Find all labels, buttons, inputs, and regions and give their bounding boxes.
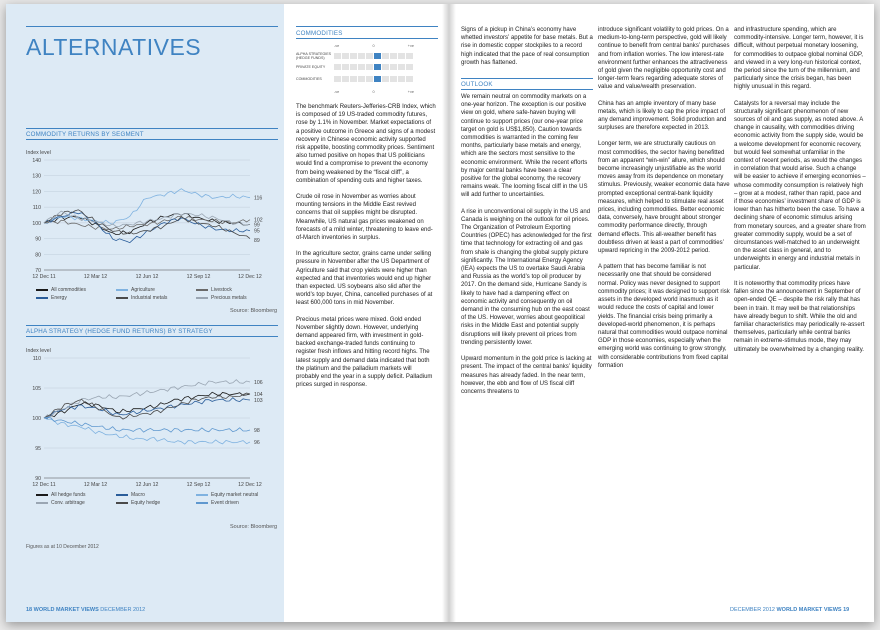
x-tick-label: 12 Mar 12 — [83, 482, 108, 488]
legend-swatch — [116, 297, 128, 298]
chart1-source: Source: Bloomberg — [230, 308, 278, 314]
series-line — [44, 210, 250, 239]
rating-cell — [358, 53, 365, 59]
outlook-title: OUTLOOK — [461, 81, 493, 88]
end-value-label: 96 — [254, 440, 260, 446]
scale-label: 0 — [372, 90, 375, 94]
legend-item — [36, 500, 85, 506]
col1-paragraph: The benchmark Reuters-Jefferies-CRB Index, which is composed of 19 US-traded commodity futures, rose by 1.1% in November. Market expectations of a positive outcome in Greece and signs of a modest recovery in Chinese economic activity supported risk appetite, boosting commodity prices. Sentiment also turned positive on hopes that US politicians would find a compromise to prevent the economy from being weakened by the “fiscal cliff”, a combination of spending cuts and higher taxes. — [296, 104, 436, 184]
rating-cell — [382, 64, 389, 70]
y-tick-label: 100 — [32, 220, 41, 227]
legend-label: Agriculture — [131, 287, 155, 293]
col2-intro — [461, 26, 593, 75]
series-line — [44, 380, 250, 418]
scale-label: -ve — [334, 44, 340, 48]
legend-swatch — [36, 494, 48, 495]
rating-cell — [342, 76, 349, 82]
x-tick-label: 12 Sep 12 — [186, 482, 211, 488]
legend-item — [196, 295, 247, 301]
scale-label: -ve — [334, 90, 340, 94]
footer-right — [730, 607, 849, 613]
footer-left-page: 18 — [26, 607, 33, 613]
col4-paragraph: Catalysts for a reversal may include the structurally significant phenomenon of new sources of oil and gas supply, as noted above. A change in causality, with commodities driving economic activity from the supply side, would be a welcome development for economic recovery, but would feel somewhat unfamiliar in the context of recent periods, as would the changes in correlation that would arise. Such a change will be easier to achieve if emerging economies – whose commodity consumption is relatively high – grow at a modest, rather than rapid, pace and if those economies’ investment share of GDP is lower than has hitherto been the case. To have a declining share of economic stimulus arising from monetary sources, and a greater share from greater commodity supply, would be a set of circumstances well-matched to an underweight on the asset class in general, and to underweights in energy and industrial metals in particular. — [734, 100, 866, 271]
legend-swatch — [116, 494, 128, 495]
series-line — [44, 213, 250, 234]
commodities-scale — [334, 90, 414, 94]
footer-right-page: 19 — [843, 607, 850, 613]
col4-paragraph: It is noteworthy that commodity prices have fallen since the announcement in September of open-ended QE – despite the risk rally that has been in train. It may well be that relationships have already begun to shift. While the old and familiar characteristics may periodically re-assert themselves, particularly while central banks remain in extreme-stimulus mode, they may ultimately be overwhelmed by a changing reality. — [734, 280, 865, 353]
col2-intro-paragraph: Signs of a pickup in China’s economy have whetted investors’ appetite for base metals. But a rise in domestic copper stockpiles to a record high indicated that the pace of real consumption growth has flattened. — [461, 27, 593, 66]
rating-cell — [406, 64, 413, 70]
rating-cell — [358, 76, 365, 82]
rating-cell — [390, 64, 397, 70]
outlook-rule-bottom — [461, 89, 593, 90]
commodities-rule — [296, 26, 438, 27]
hedge-fund-returns-chart — [26, 344, 280, 494]
end-value-label: 95 — [254, 228, 260, 235]
legend-label: Precious metals — [211, 295, 247, 301]
top-rule — [26, 26, 278, 27]
legend-item — [36, 492, 85, 498]
col2-paragraph: Upward momentum in the gold price is lacking at present. The impact of the central banks’ liquidity measures has already faded. In the near term, however, the ebb and flow of US fiscal cliff concerns threatens to — [461, 356, 592, 395]
rating-marker — [374, 53, 381, 59]
y-tick-label: 120 — [32, 189, 41, 196]
rating-cell — [342, 64, 349, 70]
rating-cell — [334, 76, 341, 82]
y-tick-label: 80 — [35, 252, 41, 259]
rating-cell — [358, 64, 365, 70]
series-line — [44, 392, 250, 418]
x-tick-label: 12 Dec 12 — [238, 482, 262, 488]
rating-cell — [398, 64, 405, 70]
legend-swatch — [196, 289, 208, 290]
rating-cell — [406, 76, 413, 82]
legend-swatch — [116, 502, 128, 503]
legend-item — [116, 287, 155, 293]
legend-item — [196, 287, 232, 293]
col4-paragraph: and infrastructure spending, which are commodity-intensive. Longer term, however, it is difficult, without perpetual monetary loosening, for commodities to outpace global nominal GDP, and viewed in a very long-run historical context, the period since the turn of the millennium, and particularly since the crisis began, has been highly unusual in this regard. — [734, 27, 864, 91]
chart2-legend — [36, 492, 276, 508]
col2-paragraph: A rise in unconventional oil supply in the US and Canada is weighing on the outlook for oil prices. The Organization of Petroleum Exporting Countries (OPEC) has acknowledged for the first time that technology for extracting oil and gas from shale is changing the global supply picture significantly. The International Energy Agency (IEA) expects the US to overtake Saudi Arabia and Russia as the world’s top oil producer by 2017. On the demand side, Hurricane Sandy is likely to have had a dampening effect on economic activity and consequently on oil demand in the consuming hub on the east coast of the US. However, worries about geopolitical risks in the Middle East and potential supply disruptions will likely prevent oil prices from trending persistently lower. — [461, 208, 592, 346]
y-tick-label: 110 — [32, 205, 41, 212]
rating-cell — [350, 76, 357, 82]
commodities-title: COMMODITIES — [296, 30, 343, 37]
rating-cell — [406, 53, 413, 59]
end-value-label: 116 — [254, 195, 263, 202]
legend-item — [116, 500, 160, 506]
y-tick-label: 90 — [35, 236, 41, 243]
x-tick-label: 12 Dec 11 — [32, 274, 56, 280]
end-value-label: 104 — [254, 392, 263, 398]
x-tick-label: 12 Mar 12 — [83, 274, 108, 280]
magazine-spread — [6, 4, 874, 622]
legend-swatch — [116, 289, 128, 290]
commodities-row — [296, 64, 414, 70]
chart2-rule-bottom — [26, 336, 278, 337]
col2-paragraph: We remain neutral on commodity markets on a one-year horizon. The exception is our positive view on gold, where safe-haven buying will continue to support prices (our one-year price target on gold is US$1,850). Caution towards commodities is warranted in the coming few months, particularly base metals and energy, which are the sectors most sensitive to the economic environment. While the recent efforts by major central banks have been a clear positive for the global economy, the recovery remains weak. The looming fiscal cliff in the US will add further to uncertainties. — [461, 94, 588, 199]
figures-footnote: Figures as at 10 December 2012 — [26, 544, 99, 550]
legend-swatch — [36, 297, 48, 298]
end-value-label: 99 — [254, 222, 260, 229]
y-tick-label: 110 — [32, 356, 41, 362]
footer-left-pub: WORLD MARKET VIEWS — [33, 607, 99, 613]
rating-marker — [374, 76, 381, 82]
chart1-legend — [36, 287, 276, 303]
rating-cell — [342, 53, 349, 59]
scale-label: 0 — [372, 44, 375, 48]
commodities-row — [296, 76, 414, 82]
legend-item — [116, 295, 167, 301]
chart1-title: COMMODITY RETURNS BY SEGMENT — [26, 131, 144, 138]
text-column-2 — [461, 93, 593, 404]
y-tick-label: 90 — [35, 476, 41, 482]
series-line — [44, 417, 250, 432]
rating-cell — [398, 76, 405, 82]
commodities-scale — [334, 44, 414, 48]
legend-label: Conv. arbitrage — [51, 500, 85, 506]
chart1-rule-bottom — [26, 139, 278, 140]
legend-label: Macro — [131, 492, 145, 498]
end-value-label: 98 — [254, 428, 260, 434]
col3-paragraph: introduce significant volatility to gold prices. On a medium-to-long-term perspective, gold will likely continue to benefit from central banks’ purchases and from inflation worries. The low interest-rate environment further enhances the attractiveness of gold given the negligible opportunity cost and longer-term fears regarding adequate stores of value and value/wealth preservation. — [598, 27, 730, 91]
y-tick-label: 130 — [32, 173, 41, 180]
footer-left — [26, 607, 145, 613]
legend-swatch — [196, 502, 208, 503]
x-tick-label: 12 Dec 11 — [32, 482, 56, 488]
rating-cell — [390, 76, 397, 82]
legend-item — [36, 295, 67, 301]
legend-label: All commodities — [51, 287, 87, 293]
rating-cell — [334, 64, 341, 70]
scale-label: +ve — [407, 90, 414, 94]
legend-label: All hedge funds — [51, 492, 86, 498]
rating-marker — [374, 64, 381, 70]
x-tick-label: 12 Jun 12 — [135, 274, 159, 280]
col1-paragraph: Crude oil rose in November as worries about mounting tensions in the Middle East revived concerns that oil supplies might be disrupted. Meanwhile, US natural gas prices weakened on forecasts of a mild winter, threatening to leave end-of-March inventories in surplus. — [296, 194, 433, 242]
rating-cell — [366, 53, 373, 59]
text-column-3 — [598, 26, 730, 378]
y-tick-label: 70 — [35, 268, 41, 274]
commodities-row-label: ALPHA STRATEGIES (HEDGE FUNDS) — [296, 52, 332, 60]
chart2-rule — [26, 325, 278, 326]
rating-cell — [350, 53, 357, 59]
legend-swatch — [196, 297, 208, 298]
commodities-row-label: PRIVATE EQUITY — [296, 65, 326, 69]
text-column-4 — [734, 26, 866, 362]
col3-paragraph: Longer term, we are structurally cautious on most commodities, the sector having benefitted from an apparent “win-win” allure, which should become increasingly unjustifiable as the world moves away from its dependence on monetary stimulus. Previously, weaker economic data have prompted exceptional central-bank liquidity measures, which helped to stimulate real asset prices, including commodities. Better economic data, conversely, have brought about stronger commodity performance directly, through demand effects. This all-weather benefit has doubtless driven at least a part of commodities’ upward repricing in the 2009-2012 period. — [598, 141, 730, 255]
legend-swatch — [196, 494, 208, 495]
end-value-label: 102 — [254, 217, 263, 224]
y-tick-label: 95 — [35, 446, 41, 452]
col3-paragraph: A pattern that has become familiar is not necessarily one that should be considered normal. Policy was never designed to support commodity prices; it was designed to support risk assets in the developed world inasmuch as it would reduce the costs of capital and lower yields. The financial crisis being primarily a developed-world phenomenon, it is perhaps natural that commodities would outpace nominal GDP in those economies, especially when the emerging world was continuing to grow strongly, with considerable contributions from fixed capital formation — [598, 264, 730, 369]
legend-item — [196, 500, 239, 506]
legend-label: Event driven — [211, 500, 239, 506]
legend-label: Industrial metals — [131, 295, 168, 301]
page-heading: ALTERNATIVES — [26, 34, 202, 60]
chart2-title: ALPHA STRATEGY (HEDGE FUND RETURNS) BY STRATEGY — [26, 328, 213, 335]
scale-label: +ve — [407, 44, 414, 48]
col1-paragraph: Precious metal prices were mixed. Gold ended November slightly down. However, underlying demand appeared firm, with investment in gold-backed exchange-traded funds continuing to register fresh inflows and hitting record highs. The latest supply and demand data indicated that both the platinum and the palladium markets will probably end the year in a supply deficit. Palladium prices surged in response. — [296, 316, 433, 389]
commodities-rating-box — [296, 42, 434, 102]
x-tick-label: 12 Dec 12 — [238, 274, 262, 280]
rating-cell — [366, 76, 373, 82]
outlook-rule — [461, 78, 593, 79]
commodities-row — [296, 52, 414, 60]
legend-swatch — [36, 502, 48, 503]
rating-cell — [382, 76, 389, 82]
footer-right-date: DECEMBER 2012 — [730, 607, 775, 613]
x-tick-label: 12 Jun 12 — [135, 482, 159, 488]
chart1-rule — [26, 128, 278, 129]
legend-label: Livestock — [211, 287, 232, 293]
legend-label: Equity market neutral — [211, 492, 259, 498]
y-tick-label: 100 — [32, 416, 41, 422]
series-line — [44, 189, 250, 225]
y-axis-label: Index level — [26, 348, 51, 354]
rating-cell — [382, 53, 389, 59]
legend-item — [196, 492, 258, 498]
commodities-row-label: COMMODITIES — [296, 77, 322, 81]
rating-cell — [398, 53, 405, 59]
end-value-label: 103 — [254, 398, 263, 404]
series-line — [44, 398, 250, 419]
footer-left-date: DECEMBER 2012 — [100, 607, 146, 613]
end-value-label: 89 — [254, 238, 260, 245]
chart2-source: Source: Bloomberg — [230, 524, 278, 530]
col1-paragraph: In the agriculture sector, grains came under selling pressure in November after the US Department of Agriculture said that crop yields were higher than expected and that inventories would end up higher than expected. US soybeans also slid after the world’s top buyer, China, cancelled purchases of at least 600,000 tons in mid November. — [296, 251, 433, 307]
legend-item — [36, 287, 86, 293]
col3-paragraph: China has an ample inventory of many base metals, which is likely to cap the price impact of any demand improvement. Solid production and surpluses are therefore expected in 2013. — [598, 100, 727, 132]
x-tick-label: 12 Sep 12 — [186, 274, 211, 280]
page-gutter — [442, 4, 456, 622]
commodity-returns-chart — [26, 146, 280, 286]
series-line — [44, 211, 250, 226]
y-axis-label: Index level — [26, 150, 51, 156]
rating-cell — [390, 53, 397, 59]
end-value-label: 106 — [254, 380, 263, 386]
text-column-1 — [296, 103, 436, 398]
legend-swatch — [36, 289, 48, 290]
legend-item — [116, 492, 145, 498]
rating-cell — [350, 64, 357, 70]
y-tick-label: 140 — [32, 158, 41, 164]
rating-cell — [334, 53, 341, 59]
y-tick-label: 105 — [32, 386, 41, 392]
legend-label: Equity hedge — [131, 500, 161, 506]
commodities-rule-bottom — [296, 38, 438, 39]
legend-label: Energy — [51, 295, 67, 301]
footer-right-pub: WORLD MARKET VIEWS — [776, 607, 842, 613]
rating-cell — [366, 64, 373, 70]
